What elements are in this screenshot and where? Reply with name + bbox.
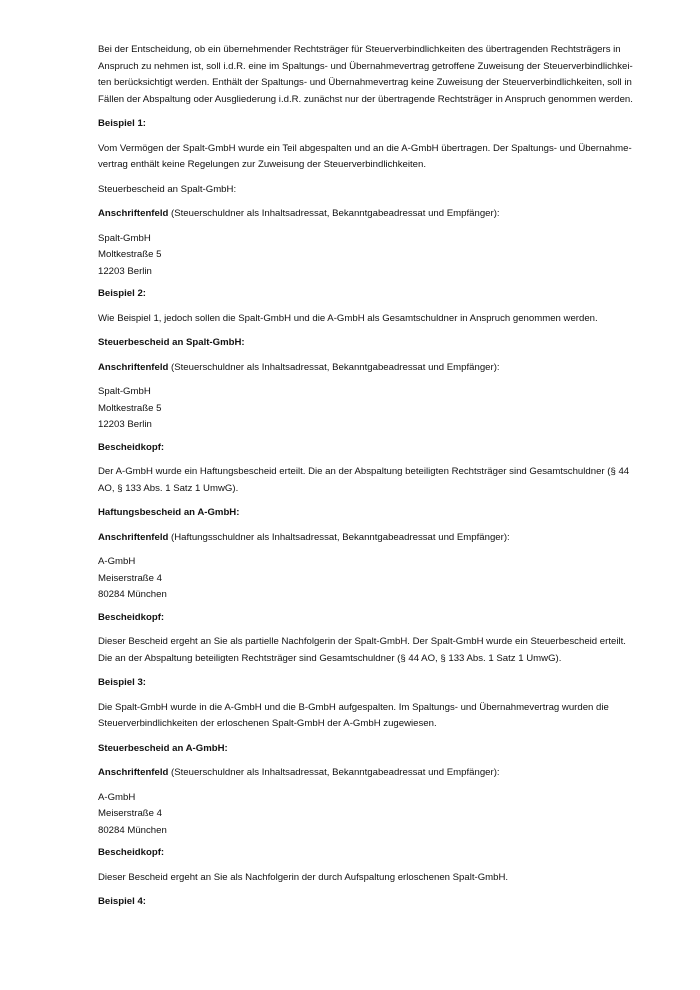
address-line: Spalt-GmbH	[98, 232, 151, 244]
anschriftenfeld-note: (Haftungsschuldner als Inhaltsadressat, Bekanntgabeadressat und Empfänger):	[168, 531, 510, 543]
example-2-heading: Beispiel 2:	[98, 288, 146, 299]
address-line: Moltkestraße 5	[98, 249, 162, 260]
address-line: Spalt-GmbH	[98, 386, 151, 397]
anschriftenfeld-label: Anschriftenfeld	[98, 361, 169, 373]
example-3-address	[98, 790, 622, 840]
example-4-heading: Beispiel 4:	[98, 896, 146, 907]
example-3-heading: Beispiel 3:	[98, 677, 146, 688]
example-2-address	[98, 384, 622, 434]
anschriftenfeld-label: Anschriftenfeld	[98, 531, 169, 543]
text-line: Bei der Entscheidung, ob ein übernehmender Rechtsträger für Steuerverbindlichkeiten des übertragenden Rechtsträgers in	[98, 44, 621, 55]
example-3-anschriftenfeld	[98, 765, 622, 782]
address-line: A-GmbH	[98, 791, 136, 803]
example-1-text	[98, 141, 632, 174]
anschriftenfeld-note: (Steuerschuldner als Inhaltsadressat, Bekanntgabeadressat und Empfänger):	[168, 208, 500, 219]
example-2-bescheidkopf-2-heading: Bescheidkopf:	[98, 611, 165, 623]
example-3-text	[98, 700, 622, 733]
text-line: Der A-GmbH wurde ein Haftungsbescheid erteilt. Die an der Abspaltung beteiligten Rechtsträger sind Gesamtschuldner (§ 44	[98, 466, 630, 477]
text-line: Die an der Abspaltung beteiligten Rechtsträger sind Gesamtschuldner (§ 44 AO, § 133 Abs. 1 Satz 1 UmwG).	[98, 652, 562, 664]
text-line: Fällen der Abspaltung oder Ausgliederung i.d.R. zunächst nur der übertragende Rechtsträger in Anspruch genommen werden.	[98, 93, 633, 105]
example-3-bescheidkopf-text	[98, 870, 622, 887]
anschriftenfeld-label: Anschriftenfeld	[98, 208, 169, 219]
example-2-steuerbescheid-label: Steuerbescheid an Spalt-GmbH:	[98, 337, 245, 348]
text-line: ten berücksichtigt werden. Enthält der Spaltungs- und Übernahmevertrag keine Zuweisung der Steuerverbindlichkeiten, soll in	[98, 77, 632, 88]
address-line: 12203 Berlin	[98, 419, 152, 430]
example-2-bescheidkopf-heading: Bescheidkopf:	[98, 441, 165, 453]
text-line: Wie Beispiel 1, jedoch sollen die Spalt-GmbH und die A-GmbH als Gesamtschuldner in Anspruch genommen werden.	[98, 312, 598, 324]
address-line: Meiserstraße 4	[98, 808, 162, 819]
example-1-heading: Beispiel 1:	[98, 118, 146, 129]
intro-paragraph	[98, 42, 633, 108]
text-line: Steuerverbindlichkeiten der erloschenen Spalt-GmbH der A-GmbH zugewiesen.	[98, 718, 437, 729]
example-2-haftungsbescheid-label: Haftungsbescheid an A-GmbH:	[98, 507, 240, 518]
example-2-text	[98, 311, 622, 328]
example-2-anschriftenfeld	[98, 360, 622, 377]
anschriftenfeld-note: (Steuerschuldner als Inhaltsadressat, Bekanntgabeadressat und Empfänger):	[168, 767, 500, 778]
address-line: 80284 München	[98, 824, 167, 836]
text-line: Die Spalt-GmbH wurde in die A-GmbH und die B-GmbH aufgespalten. Im Spaltungs- und Übernahmevertrag wurden die	[98, 701, 609, 713]
text-line: Vom Vermögen der Spalt-GmbH wurde ein Teil abgespalten und an die A-GmbH übertragen. Der Spaltungs- und Übernahme-	[98, 142, 632, 154]
example-2-bescheidkopf-text	[98, 464, 630, 497]
anschriftenfeld-label: Anschriftenfeld	[98, 767, 169, 778]
example-1-anschriftenfeld	[98, 206, 622, 223]
example-2-anschriftenfeld-2	[98, 530, 622, 547]
anschriftenfeld-note: (Steuerschuldner als Inhaltsadressat, Bekanntgabeadressat und Empfänger):	[168, 361, 500, 373]
text-line: vertrag enthält keine Regelungen zur Zuweisung der Steuerverbindlichkeiten.	[98, 159, 426, 170]
example-3-bescheidkopf-heading: Bescheidkopf:	[98, 847, 165, 858]
example-3-steuerbescheid-label: Steuerbescheid an A-GmbH:	[98, 742, 228, 754]
address-line: 12203 Berlin	[98, 265, 152, 277]
example-2-address-2	[98, 554, 622, 604]
address-line: Meiserstraße 4	[98, 572, 162, 584]
example-1-address	[98, 231, 622, 281]
address-line: Moltkestraße 5	[98, 402, 162, 414]
text-line: AO, § 133 Abs. 1 Satz 1 UmwG).	[98, 482, 239, 494]
address-line: A-GmbH	[98, 556, 136, 567]
text-line: Anspruch zu nehmen ist, soll i.d.R. eine im Spaltungs- und Übernahmevertrag getroffene Zuweisung der Steuerverbindlichkei-	[98, 60, 633, 72]
example-1-steuerbescheid-label: Steuerbescheid an Spalt-GmbH:	[98, 183, 237, 195]
example-2-bescheidkopf-2-text	[98, 634, 626, 667]
address-line: 80284 München	[98, 589, 167, 600]
text-line: Dieser Bescheid ergeht an Sie als partielle Nachfolgerin der Spalt-GmbH. Der Spalt-GmbH wurde ein Steuerbescheid erteilt.	[98, 636, 626, 647]
text-line: Dieser Bescheid ergeht an Sie als Nachfolgerin der durch Aufspaltung erloschenen Spalt-GmbH.	[98, 871, 509, 883]
